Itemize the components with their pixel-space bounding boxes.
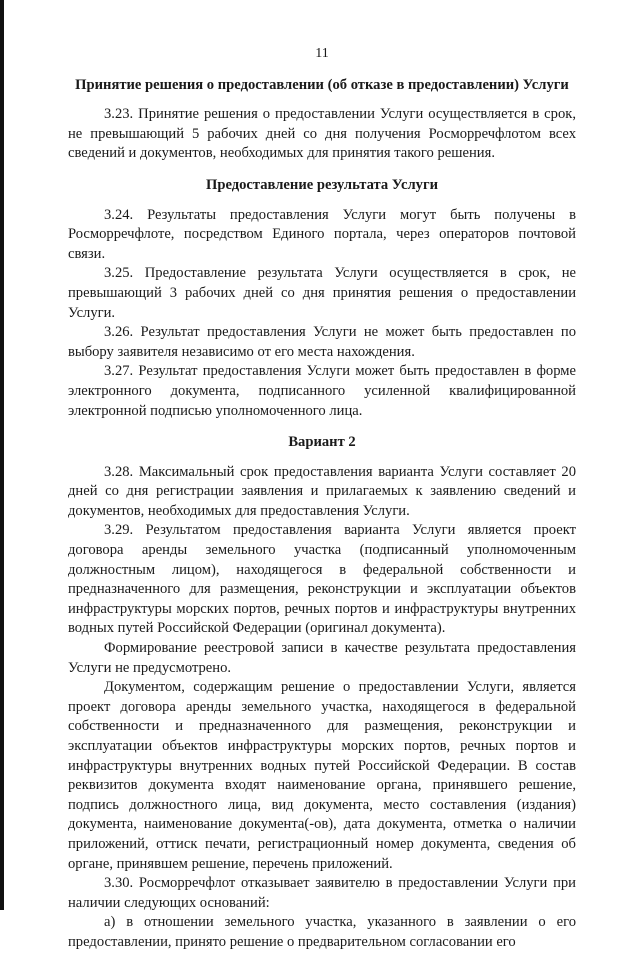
- paragraph-3-23: 3.23. Принятие решения о предоставлении Услуги осуществляется в срок, не превышающий 5 рабочих дней со дня получения Росморречфлотом всех сведений и документов, необходимых для принятия такого решения.: [68, 106, 576, 162]
- section-heading-decision: Принятие решения о предоставлении (об отказе в предоставлении) Услуги: [75, 76, 569, 93]
- paragraph-3-30: 3.30. Росморречфлот отказывает заявителю в предоставлении Услуги при наличии следующих оснований:: [68, 875, 576, 911]
- paragraph-document: Документом, содержащим решение о предоставлении Услуги, является проект договора аренды земельного участка, находящегося в федеральной собственности и предназначенного для размещения, реконструкции и эксплуатации объектов инфраструктуры морских портов, речных портов и инфраструктуры внутренних водных путей Российской Федерации. В состав реквизитов документа входят наименование органа, принявшего решение, подпись должностного лица, вид документа, место составления (издания) документа, наименование документа(-ов), дата документа, отметка о наличии приложений, оттиск печати, регистрационный номер документа, сведения об органе, принявшем решение, перечень приложений.: [68, 679, 576, 872]
- paragraph-item-a: а) в отношении земельного участка, указанного в заявлении о его предоставлении, принято решение о предварительном согласовании его: [68, 914, 576, 950]
- section-heading-variant-2: Вариант 2: [288, 434, 356, 451]
- scan-edge: [0, 0, 4, 910]
- section-heading-result: Предоставление результата Услуги: [206, 176, 438, 193]
- page-number: 11: [315, 46, 329, 61]
- paragraph-3-26: 3.26. Результат предоставления Услуги не может быть предоставлен по выбору заявителя независимо от его места нахождения.: [68, 324, 576, 360]
- paragraph-3-29: 3.29. Результатом предоставления варианта Услуги является проект договора аренды земельного участка (подписанный уполномоченным должностным лицом), находящегося в федеральной собственности и предназначенного для размещения, реконструкции и эксплуатации объектов инфраструктуры морских портов, речных портов и инфраструктуры внутренних водных путей Российской Федерации (оригинал документа).: [68, 522, 576, 637]
- paragraph-3-25: 3.25. Предоставление результата Услуги осуществляется в срок, не превышающий 3 рабочих дней со дня принятия решения о предоставлении Услуги.: [68, 265, 576, 321]
- paragraph-registry: Формирование реестровой записи в качестве результата предоставления Услуги не предусмотрено.: [68, 640, 576, 676]
- paragraph-3-24: 3.24. Результаты предоставления Услуги могут быть получены в Росморречфлоте, посредством Единого портала, через операторов почтовой связи.: [68, 206, 576, 262]
- paragraph-3-27: 3.27. Результат предоставления Услуги может быть предоставлен в форме электронного документа, подписанного усиленной квалифицированной электронной подписью уполномоченного лица.: [68, 363, 576, 419]
- paragraph-3-28: 3.28. Максимальный срок предоставления варианта Услуги составляет 20 дней со дня регистрации заявления и прилагаемых к заявлению сведений и документов, необходимых для предоставления Услуги.: [68, 463, 576, 519]
